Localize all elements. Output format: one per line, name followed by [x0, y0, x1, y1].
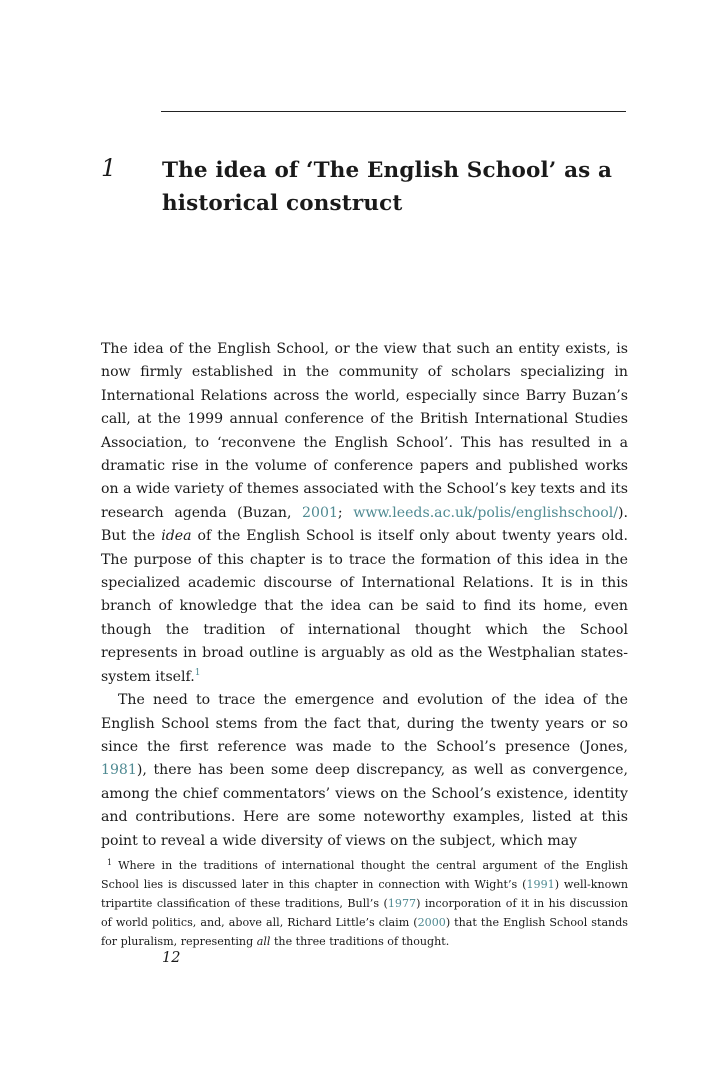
text-run: ) that the English School stands for pluralism, representing: [101, 916, 628, 949]
citation-link-buzan-2001[interactable]: 2001: [302, 504, 338, 521]
citation-link-2000[interactable]: 2000: [417, 916, 446, 930]
chapter-number: 1: [101, 154, 117, 182]
emphasis-idea: idea: [161, 528, 192, 545]
text-run: ) well-known tripartite classification of these traditions, Bull’s (: [101, 878, 628, 911]
text-run: The idea of the English School, or the view that such an entity exists, is now firmly established in the community of scholars specializing in International Relations across the world, especially since Barry Buzan’s call, at the 1999 annual conference of the British International Studies Association, to ‘reconvene the English School’. This has resulted in a dramatic rise in the volume of conference papers and published works on a wide variety of themes associated with the School’s key texts and its research agenda (Buzan,: [101, 341, 628, 521]
footnote-marker: 1: [107, 858, 113, 867]
text-run: Where in the traditions of international thought the central argument of the English School lies is discussed later in this chapter in connection with Wight’s (: [101, 859, 628, 892]
text-run: the three traditions of thought.: [270, 935, 450, 949]
citation-link-jones-1981[interactable]: 1981: [101, 762, 137, 779]
text-run: of the English School is itself only about twenty years old. The purpose of this chapter is to trace the formation of this idea in the specialized academic discourse of International Relations. It is in this branch of knowledge that the idea can be said to find its home, even though the tradition of international thought which the School represents in broad outline is arguably as old as the Westphalian states-system itself.: [101, 528, 628, 685]
page-number: 12: [162, 950, 181, 966]
paragraph-2: [101, 689, 628, 853]
paragraph-1: [101, 338, 628, 689]
emphasis-all: all: [256, 935, 271, 949]
chapter-title: The idea of ‘The English School’ as a historical construct: [162, 158, 613, 216]
text-run: ). But the: [101, 504, 628, 545]
citation-link-1991[interactable]: 1991: [526, 878, 555, 892]
url-link-english-school[interactable]: www.leeds.ac.uk/polis/englishschool/: [353, 504, 619, 521]
body-text: [101, 338, 628, 853]
footnote-1: [101, 856, 628, 951]
citation-link-1977[interactable]: 1977: [387, 897, 417, 911]
footnote-ref-1[interactable]: 1: [194, 667, 201, 678]
text-run: ), there has been some deep discrepancy, as well as convergence, among the chief commentators’ views on the School’s existence, identity and contributions. Here are some noteworthy examples, listed at this point to reveal a wide diversity of views on the subject, which may: [101, 762, 628, 849]
text-run: ) incorporation of it in his discussion of world politics, and, above all, Richard Little’s claim (: [101, 897, 629, 930]
text-run: ;: [337, 504, 354, 521]
chapter-top-rule: [161, 111, 626, 112]
text-run: The need to trace the emergence and evolution of the idea of the English School stems from the fact that, during the twenty years or so since the first reference was made to the School’s presence (Jones,: [101, 692, 628, 755]
